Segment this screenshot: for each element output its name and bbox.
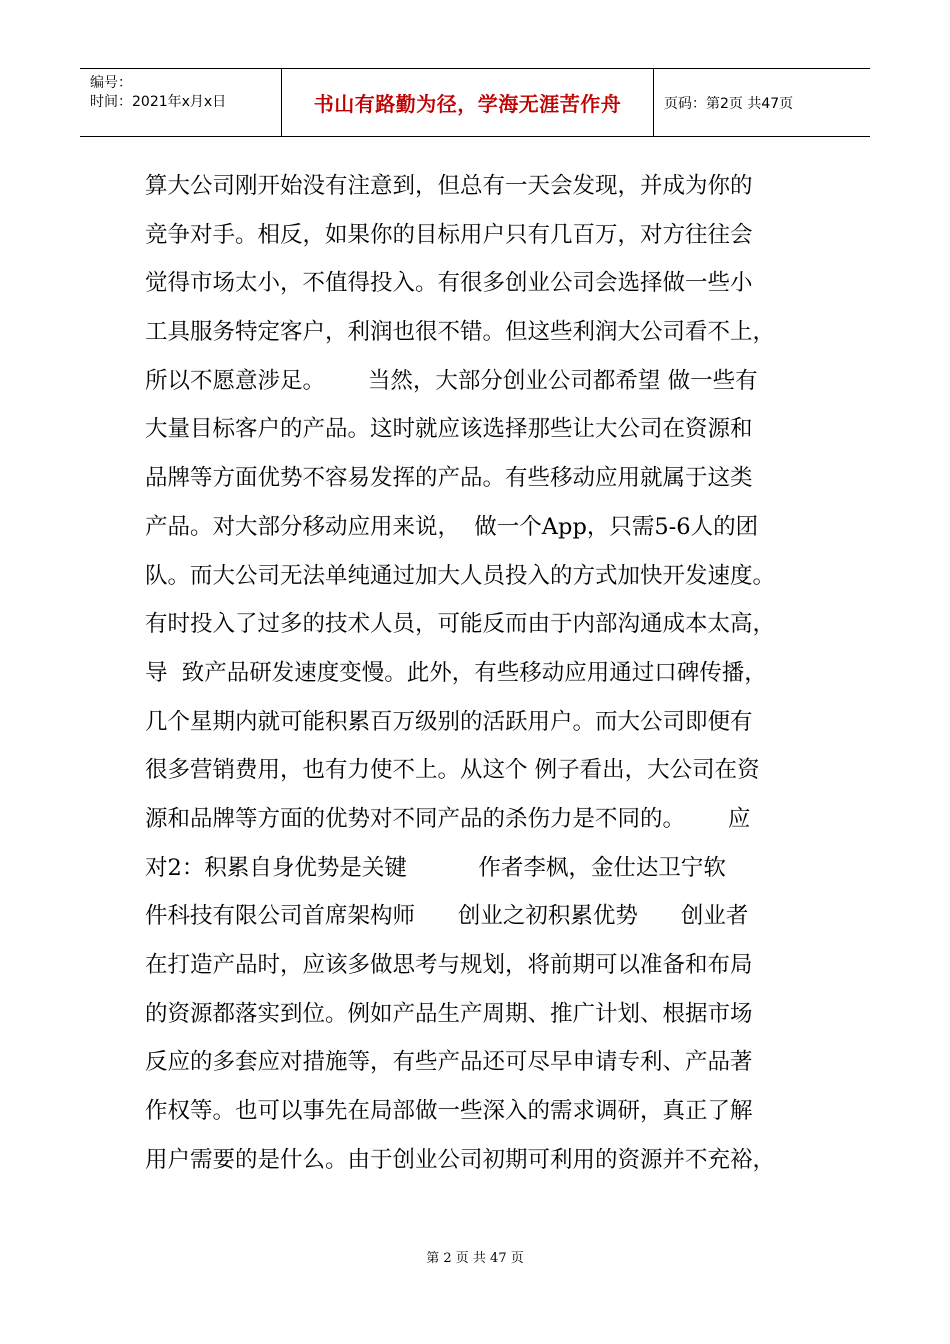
- body-text-line: 几个星期内就可能积累百万级别的活跃用户。而大公司即便有: [145, 708, 753, 735]
- page-footer: 第 2 页 共 47 页: [426, 1251, 524, 1266]
- body-text-line: 很多营销费用，也有力使不上。从这个 例子看出，大公司在资: [145, 757, 760, 784]
- body-text-line: 产品。对大部分移动应用来说， 做一个App，只需5-6人的团: [145, 513, 759, 540]
- document-time-label: 时间：2021年x月x日: [90, 94, 227, 110]
- body-text-line: 件科技有限公司首席架构师 创业之初积累优势 创业者: [145, 903, 749, 930]
- header-page-cell: [654, 69, 870, 136]
- header-meta-cell: [80, 69, 282, 136]
- body-text-line: 队。而大公司无法单纯通过加大人员投入的方式加快开发速度。: [145, 562, 776, 589]
- body-text-line: 有时投入了过多的技术人员，可能反而由于内部沟通成本太高，: [145, 611, 776, 638]
- body-text-line: 觉得市场太小，不值得投入。有很多创业公司会选择做一些小: [145, 270, 753, 297]
- body-text-line: 对2：积累自身优势是关键 作者李枫，金仕达卫宁软: [145, 854, 726, 881]
- header-motto-cell: [282, 69, 654, 136]
- body-text-line: 品牌等方面优势不容易发挥的产品。有些移动应用就属于这类: [145, 465, 753, 492]
- header-motto: 书山有路勤为径，学海无涯苦作舟: [313, 92, 622, 116]
- body-text-line: 大量目标客户的产品。这时就应该选择那些让大公司在资源和: [145, 416, 753, 443]
- document-number-label: 编号：: [90, 75, 132, 91]
- body-text-line: 导 致产品研发速度变慢。此外，有些移动应用通过口碑传播，: [145, 659, 767, 686]
- document-body: [145, 162, 815, 1184]
- body-text-line: 作权等。也可以事先在局部做一些深入的需求调研，真正了解: [145, 1098, 753, 1125]
- header-page-info: 页码：第2页 共47页: [664, 95, 794, 112]
- body-text-line: 工具服务特定客户，利润也很不错。但这些利润大公司看不上，: [145, 319, 776, 346]
- body-text-line: 所以不愿意涉足。 当然，大部分创业公司都希望 做一些有: [145, 367, 758, 394]
- body-text-line: 用户需要的是什么。由于创业公司初期可利用的资源并不充裕，: [145, 1146, 776, 1173]
- body-text-line: 的资源都落实到位。例如产品生产周期、推广计划、根据市场: [145, 1000, 753, 1027]
- body-text-line: 竞争对手。相反，如果你的目标用户只有几百万，对方往往会: [145, 221, 753, 248]
- body-text-line: 源和品牌等方面的优势对不同产品的杀伤力是不同的。 应: [145, 805, 751, 832]
- body-text-line: 算大公司刚开始没有注意到，但总有一天会发现，并成为你的: [145, 173, 753, 199]
- page-header: [80, 68, 870, 137]
- body-text-line: 反应的多套应对措施等，有些产品还可尽早申请专利、产品著: [145, 1049, 753, 1076]
- body-text-line: 在打造产品时，应该多做思考与规划，将前期可以准备和布局: [145, 952, 753, 978]
